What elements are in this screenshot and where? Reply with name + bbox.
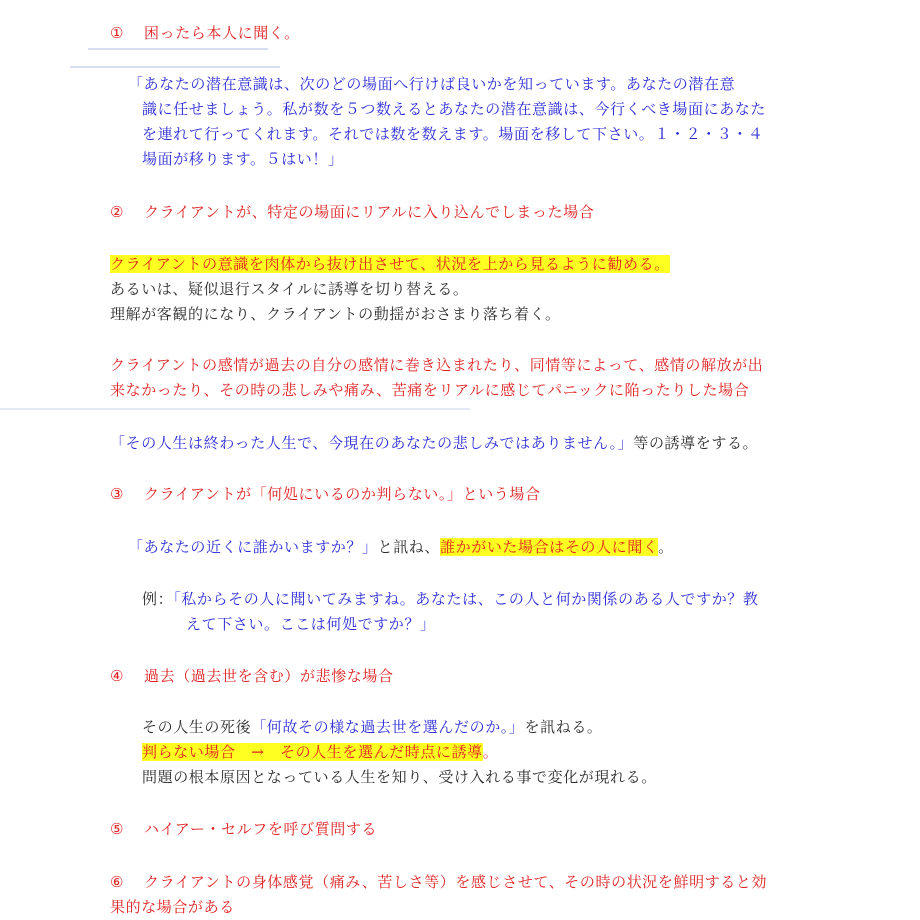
section-6-heading-line: 果的な場合がある — [110, 898, 235, 916]
section-1-script-line: 識に任せましょう。私が数を５つ数えるとあなたの潜在意識は、今行くべき場面にあなた — [142, 100, 767, 118]
section-1-script-line: 「あなたの潜在意識は、次のどの場面へ行けば良いかを知っています。あなたの潜在意 — [128, 75, 736, 93]
section-2-line: 理解が客観的になり、クライアントの動揺がおさまり落ち着く。 — [110, 305, 561, 323]
section-2-line: あるいは、疑似退行スタイルに誘導を切り替える。 — [110, 280, 469, 298]
section-1-script-line: を連れて行ってくれます。それでは数を数えます。場面を移して下さい。１・２・３・４ — [142, 125, 764, 143]
section-2-quote-line: 「その人生は終わった人生で、今現在のあなたの悲しみではありません。」等の誘導をする。 — [110, 434, 759, 452]
section-4-line: 問題の根本原因となっている人生を知り、受け入れる事で変化が現れる。 — [142, 768, 657, 786]
section-2-highlight — [110, 252, 670, 277]
highlight-text: 誰かがいた場合はその人に聞く — [440, 538, 659, 556]
section-4-line: その人生の死後「何故その様な過去世を選んだのか。」を訊ねる。 — [142, 718, 603, 736]
section-6-heading: ⑥ クライアントの身体感覚（痛み、苦しさ等）を感じさせて、その時の状況を鮮明すると効 — [110, 873, 768, 891]
question-text: 「あなたの近くに誰かいますか？」 — [128, 538, 378, 556]
section-3-heading: ③ クライアントが「何処にいるのか判らない。」という場合 — [110, 485, 541, 503]
section-2-heading: ② クライアントが、特定の場面にリアルに入り込んでしまった場合 — [110, 203, 595, 221]
quote-text: 「その人生は終わった人生で、今現在のあなたの悲しみではありません。」 — [110, 434, 634, 452]
section-1-script-line: 場面が移ります。５はい！」 — [142, 150, 344, 168]
highlight-text: クライアントの意識を肉体から抜け出させて、状況を上から見るように勧める。 — [110, 255, 670, 273]
scan-artifact — [88, 48, 268, 50]
section-2-red-line: 来なかったり、その時の悲しみや痛み、苦痛をリアルに感じてパニックに陥ったりした場合 — [110, 381, 750, 399]
example-label: 例： — [142, 590, 174, 608]
highlight-text: 判らない場合 → その人生を選んだ時点に誘導 — [142, 743, 483, 761]
section-3-example: 例：「私からその人に聞いてみますね。あなたは、この人と何か関係のある人ですか？教 — [142, 590, 759, 608]
section-4-heading: ④ 過去（過去世を含む）が悲惨な場合 — [110, 667, 394, 685]
scan-artifact — [70, 66, 280, 68]
section-1-heading: ① 困ったら本人に聞く。 — [110, 24, 300, 42]
quote-text: 「何故その様な過去世を選んだのか。」 — [251, 718, 525, 736]
section-3-example-line: えて下さい。ここは何処ですか？」 — [186, 615, 436, 633]
section-4-highlight: 判らない場合 → その人生を選んだ時点に誘導。 — [142, 743, 499, 761]
section-5-heading: ⑤ ハイアー・セルフを呼び質問する — [110, 820, 378, 838]
section-2-red-line: クライアントの感情が過去の自分の感情に巻き込まれたり、同情等によって、感情の解放が出 — [110, 356, 764, 374]
section-3-question-line: 「あなたの近くに誰かいますか？」と訊ね、誰かがいた場合はその人に聞く。 — [128, 538, 674, 556]
scan-artifact — [0, 408, 470, 410]
